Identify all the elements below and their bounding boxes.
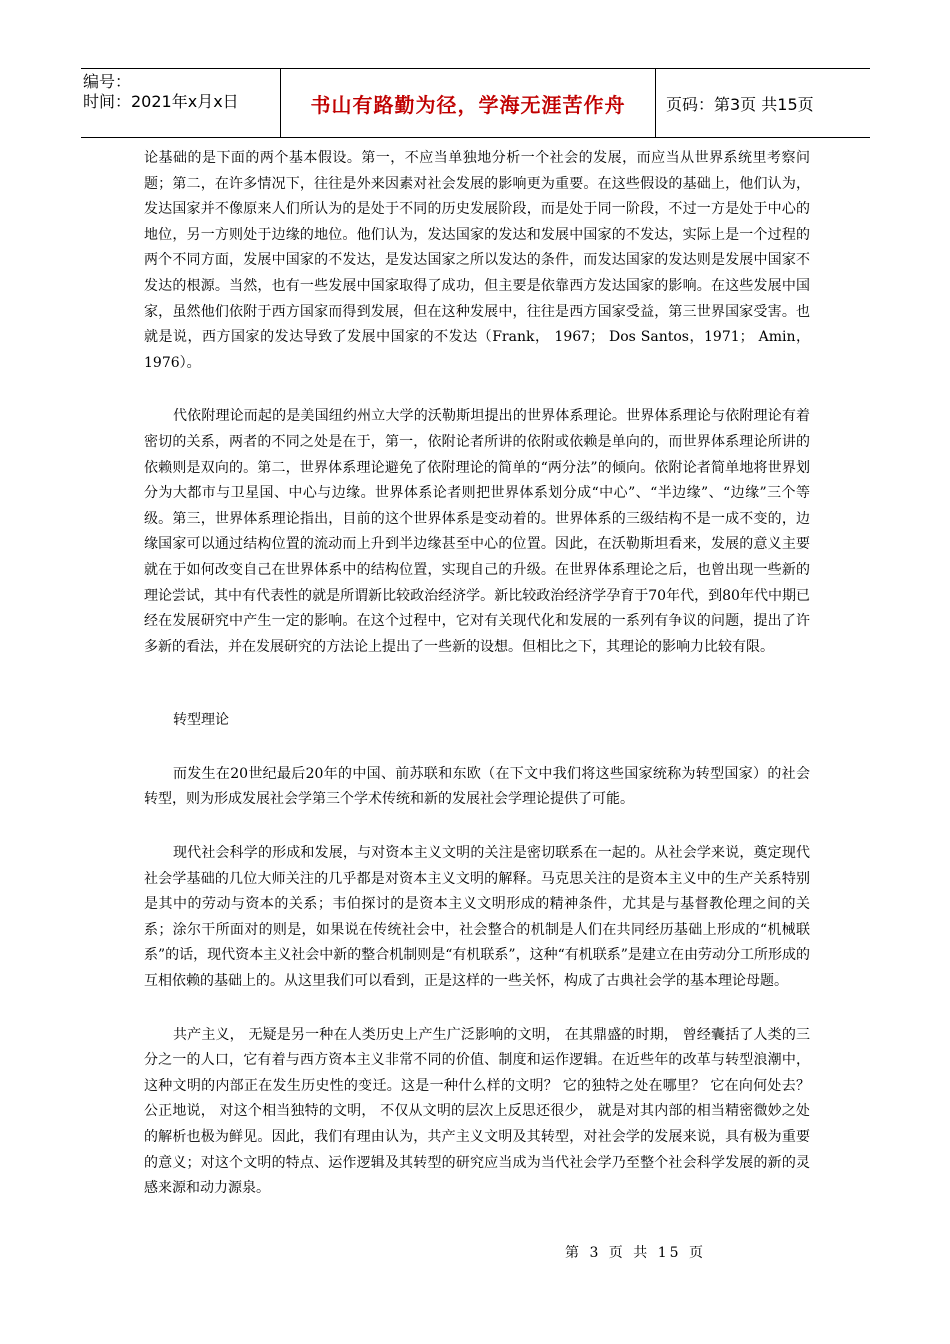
paragraph-world-system: 代依附理论而起的是美国纽约州立大学的沃勒斯坦提出的世界体系理论。世界体系理论与依附理论有着密切的关系，两者的不同之处是在于，第一，依附论者所讲的依附或依赖是单向的，而世界体系理论所讲的依赖则是双向的。第二，世界体系理论避免了依附理论的简单的“两分法”的倾向。依附论者简单地将世界划分为大都市与卫星国、中心与边缘。世界体系论者则把世界体系划分成“中心”、“半边缘”、“边缘”三个等级。第三，世界体系理论指出，目前的这个世界体系是变动着的。世界体系的三级结构不是一成不变的，边缘国家可以通过结构位置的流动而上升到半边缘甚至中心的位置。因此，在沃勒斯坦看来，发展的意义主要就在于如何改变自己在世界体系中的结构位置，实现自己的升级。在世界体系理论之后，也曾出现一些新的理论尝试，其中有代表性的就是所谓新比较政治经济学。新比较政治经济学孕育于70年代，到80年代中期已经在发展研究中产生一定的影响。在这个过程中，它对有关现代化和发展的一系列有争议的问题，提出了许多新的看法，并在发展研究的方法论上提出了一些新的设想。但相比之下，其理论的影响力比较有限。 [144, 408, 810, 655]
document-body [144, 146, 810, 1202]
paragraph-communism: 共产主义， 无疑是另一种在人类历史上产生广泛影响的文明， 在其鼎盛的时期， 曾经囊括了人类的三分之一的人口，它有着与西方资本主义非常不同的价值、制度和运作逻辑。在近些年的改革与转型浪潮中， 这种文明的内部正在发生历史性的变迁。这是一种什么样的文明？ 它的独特之处在哪里？ 它在向何处去？ 公正地说， 对这个相当独特的文明， 不仅从文明的层次上反思还很少， 就是对其内部的相当精密微妙之处的解析也极为鲜见。因此，我们有理由认为，共产主义文明及其转型，对社会学的发展来说，具有极为重要的意义；对这个文明的特点、运作逻辑及其转型的研究应当成为当代社会学乃至整个社会科学发展的新的灵感来源和动力源泉。 [144, 1026, 810, 1197]
page-footer: 第 3 页 共 15 页 [565, 1245, 706, 1261]
paragraph-dependency-theory: 论基础的是下面的两个基本假设。第一，不应当单独地分析一个社会的发展，而应当从世界系统里考察问题；第二，在许多情况下，往往是外来因素对社会发展的影响更为重要。在这些假设的基础上，他们认为，发达国家并不像原来人们所认为的是处于不同的历史发展阶段，而是处于同一阶段，不过一方是处于中心的地位，另一方则处于边缘的地位。他们认为，发达国家的发达和发展中国家的不发达，实际上是一个过程的两个不同方面，发展中国家的不发达，是发达国家之所以发达的条件，而发达国家的发达则是发展中国家不发达的根源。当然，也有一些发展中国家取得了成功，但主要是依靠西方发达国家的影响。在这些发展中国家，虽然他们依附于西方国家而得到发展，但在这种发展中，往往是西方国家受益，第三世界国家受害。也就是说，西方国家的发达导致了发展中国家的不发达（Frank， 1967； Dos Santos，1971； Amin， 1976）。 [144, 150, 810, 371]
header-page-label: 页码：第3页 共15页 [666, 94, 814, 114]
date-label: 时间：2021年x月x日 [83, 92, 239, 111]
serial-label: 编号： [83, 72, 132, 91]
section-heading-transition-theory: 转型理论 [173, 712, 229, 729]
paragraph-transition-intro: 而发生在20世纪最后20年的中国、前苏联和东欧（在下文中我们将这些国家统称为转型国家）的社会转型，则为形成发展社会学第三个学术传统和新的发展社会学理论提供了可能。 [144, 765, 810, 808]
header-meta [81, 69, 281, 137]
header-motto: 书山有路勤为径，学海无涯苦作舟 [281, 69, 656, 137]
paragraph-modern-social-science: 现代社会科学的形成和发展，与对资本主义文明的关注是密切联系在一起的。从社会学来说，奠定现代社会学基础的几位大师关注的几乎都是对资本主义文明的解释。马克思关注的是资本主义中的生产关系特别是其中的劳动与资本的关系；韦伯探讨的是资本主义文明形成的精神条件，尤其是与基督教伦理之间的关系；涂尔干所面对的则是，如果说在传统社会中，社会整合的机制是人们在共同经历基础上形成的“机械联系”的话，现代资本主义社会中新的整合机制则是“有机联系”，这种“有机联系”是建立在由劳动分工所形成的互相依赖的基础上的。从这里我们可以看到，正是这样的一些关怀，构成了古典社会学的基本理论母题。 [144, 845, 810, 990]
page-header [81, 68, 870, 138]
